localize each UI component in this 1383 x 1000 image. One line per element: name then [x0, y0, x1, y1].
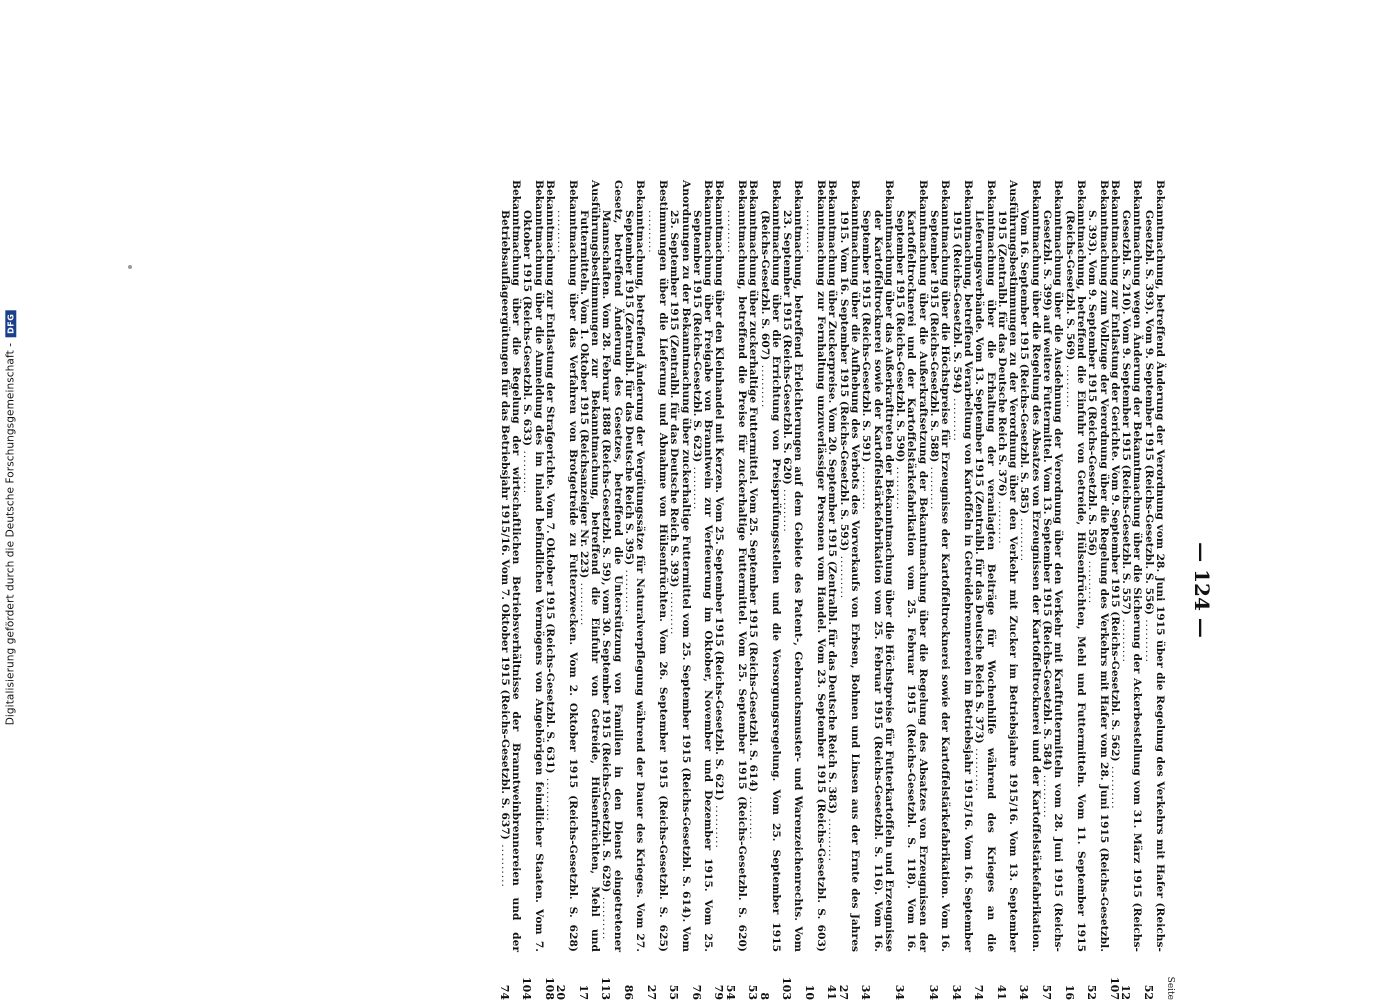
entry-page: 10 [802, 984, 816, 1000]
entry-text: Bekanntmachung über Zuckerpreise. Vom 20. September 1915 (Zentralbl. für das Deutsche Reich S. 383) [826, 180, 839, 814]
index-entry [555, 180, 578, 1000]
entry-page: 54 [723, 984, 737, 1000]
entry-page: 74 [497, 984, 511, 1000]
entry-page: 103 [780, 977, 794, 1000]
entry-text: Bekanntmachung zur Entlastung der Gerichte. Vom 9. September 1915 (Reichs-Gesetzbl. S. 562) [1108, 180, 1121, 762]
leader-dots: .......... [623, 565, 636, 614]
index-entry [623, 180, 646, 1000]
entry-text: Bekanntmachung über zuckerhaltige Futtermittel. Vom 25. September 1915 (Reichs-Gesetzbl. S. 614) [747, 180, 760, 792]
page-column-header: Seite [1165, 976, 1175, 1000]
entry-text: Bekanntmachung wegen Änderung der Bekanntmachung über die Sicherung der Ackerbestellung vom 31. März 1915 (Reichs-Gesetzbl. S. 210). Vom 9. September 1915 (Reichs-Gesetzbl. S. 557) [1120, 180, 1144, 952]
entry-text: Bestimmungen über die Lieferung und Abnahme von Hülsenfrüchten. Vom 26. September 1915 (Reichs-Gesetzbl. S. 625) [656, 180, 669, 952]
side-note-text: Digitalisierung gefördert durch die Deutsche Forschungsgemeinschaft - [4, 342, 16, 725]
entry-page: 34 [1017, 984, 1031, 1000]
index-entry [498, 180, 521, 1000]
index-entry [973, 180, 996, 1000]
leader-dots: .......... [645, 210, 658, 254]
leader-dots: .......... [1086, 556, 1099, 605]
leader-dots: .......... [973, 743, 986, 792]
entry-page: 108 [542, 977, 556, 1000]
leader-dots: .......... [555, 210, 568, 254]
entry-page: 27 [644, 984, 658, 1000]
entry-text: Ausführungsbestimmungen zur Bekanntmachung, betreffend die Einfuhr von Getreide, Hülsenfrüchten, Mehl und Futtermitteln. Vom 1. Oktober 1915 (Reichsanzeiger Nr. 223) [577, 180, 602, 952]
index-entry [645, 180, 668, 1000]
entry-text: Bekanntmachung über Freigabe von Branntwein zur Verfeuerung im Oktober, November und Dezember 1915. Vom 25. September 1915 (Reichs-Gesetzbl. S. 623) [690, 180, 715, 952]
entry-text: Bekanntmachung, betreffend Erleichterungen auf dem Gebiete des Patent-, Gebrauchsmuster- und Warenzeichenrechts. Vom 23. September 1915 (Reichs-Gesetzbl. S. 620) [781, 180, 805, 952]
index-entry [860, 180, 894, 1000]
entry-page: 20 [554, 984, 568, 1000]
leader-dots: .......... [577, 578, 590, 627]
entry-page: 34 [949, 984, 963, 1000]
entry-text: Bekanntmachung zur Fernhaltung unzuverlässiger Personen vom Handel. Vom 23. September 1915 (Reichs-Gesetzbl. S. 603) [815, 180, 828, 952]
dfg-logo: DFG [5, 310, 16, 336]
leader-dots: .......... [1063, 360, 1076, 409]
leader-dots: .......... [950, 393, 963, 442]
entry-page: 34 [859, 984, 873, 1000]
leader-dots: .......... [1108, 761, 1121, 810]
entry-page: 52 [1085, 984, 1099, 1000]
index-entry [1142, 180, 1165, 1000]
leader-dots: .......... [690, 462, 703, 511]
index-entry [928, 180, 951, 1000]
index-entry [544, 180, 555, 1000]
index-entry [521, 180, 544, 1000]
index-entry [578, 180, 601, 1000]
index-entry [1063, 180, 1086, 1000]
index-entry [894, 180, 928, 1000]
entry-text: Bekanntmachung über die Höchstpreise für Erzeugnisse der Kartoffeltrocknerei sowie der Kartoffelstärkefabrikation. Vom 16. September 1915 (Reichs-Gesetzbl. S. 588) [928, 180, 952, 952]
index-entry [724, 180, 747, 1000]
index-entry [713, 180, 724, 1000]
entry-text: Bekanntmachung über die Aufhebung des Verbots des Vorverkaufs von Erbsen, Bohnen und Linsen aus der Ernte des Jahres 1915. Vom 16. September 1915 (Reichs-Gesetzbl. S. 593) [837, 180, 861, 952]
index-entry [950, 180, 973, 1000]
entry-text: Anordnungen zu der Bekanntmachung über zuckerhaltige Futtermittel vom 25. September 1915 (Reichs-Gesetzbl. S. 614). Vom 25. September 1915 (Zentralbl. für das Deutsche Reich S. 393) [668, 180, 692, 952]
index-entry [1041, 180, 1064, 1000]
entry-page: 52 [1141, 984, 1155, 1000]
scan-speck [128, 265, 132, 269]
entry-text: Bekanntmachung über die Regelung der wirtschaftlichen Betriebsverhältnisse der Branntweinbrennereien und der Betriebsauflageergütungen für das Betriebsjahr 1915/16. Vom 7. Oktober 1915 (Reichs-Gesetzbl. S. 637) [498, 180, 523, 952]
page-number: — 124 — [1190, 542, 1214, 638]
entry-text: Bekanntmachung über die Außerkraftsetzung der Bekanntmachung über die Regelung des Absatzes von Erzeugnissen der Kartoffeltrocknerei und der Kartoffelstärkefabrikation vom 25. Februar 1915 (Reichs-Gesetzbl. S. 118). Vom 16. September 1915 (Reichs-Gesetzbl. S. 590) [894, 180, 929, 952]
index-entry [996, 180, 1019, 1000]
entry-page: 16 [1062, 984, 1076, 1000]
leader-dots: .......... [747, 791, 760, 841]
index-entry [600, 180, 623, 1000]
index-entry [837, 180, 860, 1000]
entry-text: Bekanntmachung über das Verfahren von Brotgetreide zu Futterzwecken. Vom 2. Oktober 1915 (Reichs-Gesetzbl. S. 628) [566, 180, 579, 952]
index-entry [1120, 180, 1143, 1000]
entry-page: 86 [622, 984, 636, 1000]
entry-page: 107 [1107, 977, 1121, 1000]
entry-text: Bekanntmachung, betreffend die Preise für zuckerhaltige Futtermittel. Vom 25. September 1915 (Reichs-Gesetzbl. S. 620) [736, 180, 749, 952]
entry-page: 79 [712, 984, 726, 1000]
entry-page: 53 [746, 984, 760, 1000]
entry-page: 55 [667, 984, 681, 1000]
index-entry [668, 180, 691, 1000]
entry-page: 34 [893, 984, 907, 1000]
index-entry [758, 180, 781, 1000]
index-entry [826, 180, 837, 1000]
entry-text: Bekanntmachung über die Regelung des Absatzes von Erzeugnissen der Kartoffeltrocknerei und der Kartoffelstärkefabrikation. Vom 16. September 1915 (Reichs-Gesetzbl. S. 585) [1018, 180, 1042, 952]
leader-dots: .......... [713, 800, 726, 849]
entry-text: Bekanntmachung, betreffend Änderung der Vergütungssätze für Naturalverpflegung während der Dauer des Krieges. Vom 27. September 1915 (Zentralbl. für das Deutsche Reich S. 395) [623, 180, 647, 952]
leader-dots: .......... [1120, 614, 1133, 663]
side-note [2, 40, 18, 995]
rotated-index-page [205, 180, 1225, 1000]
entry-text: Bekanntmachung über die Erhaltung der veranlagten Beiträge für Wochenhilfe während des Krieges an die Lieferungsverbände. Vom 13. September 1915 (Zentralbl. für das Deutsche Reich S. 373) [973, 180, 997, 952]
entry-text: Bekanntmachung zum Vollzuge der Verordnung über die Regelung des Verkehrs mit Hafer vom 28. Juni 1915 (Reichs-Gesetzbl. S. 393). Vom 9. September 1915 (Reichs-Gesetzbl. S. 556) [1086, 180, 1110, 952]
index-entries [498, 180, 1165, 1000]
entry-text: Bekanntmachung über den Kleinhandel mit Kerzen. Vom 25. September 1915 (Reichs-Gesetzbl. S. 621) [713, 180, 726, 801]
index-entry [1018, 180, 1041, 1000]
leader-dots: .......... [498, 839, 511, 888]
entry-text: Bekanntmachung über die Ausdehnung der Verordnung über den Verkehr mit Kraftfuttermitteln vom 28. Juni 1915 (Reichs-Gesetzbl. S. 399) auf weitere Futtermittel. Vom 13. September 1915 (Reichs-Gesetzbl. S. 584) [1041, 180, 1065, 952]
leader-dots: .......... [724, 210, 737, 254]
entry-page: 8 [757, 992, 771, 1000]
leader-dots: .......... [600, 892, 613, 941]
entry-page: 113 [599, 977, 613, 1000]
entry-text: Bekanntmachung zur Entlastung der Strafgerichte. Vom 7. Oktober 1915 (Reichs-Gesetzbl. S. 631) [543, 180, 556, 774]
entry-page: 41 [825, 984, 839, 1000]
leader-dots: .......... [995, 496, 1008, 545]
leader-dots: .......... [1142, 614, 1155, 663]
index-entry [747, 180, 758, 1000]
leader-dots: .......... [837, 551, 850, 600]
entry-page: 76 [689, 984, 703, 1000]
index-entry [781, 180, 804, 1000]
leader-dots: .......... [758, 360, 771, 409]
entry-text: Bekanntmachung über die Errichtung von Preisprüfungsstellen und die Versorgungsregelung. Vom 25. September 1915 (Reichs-Gesetzbl. S. 607) [758, 180, 782, 952]
entry-page: 104 [520, 977, 534, 1000]
leader-dots: .......... [928, 462, 941, 511]
leader-dots: .......... [803, 210, 816, 254]
entry-text: Bekanntmachung, betreffend Verarbeitung von Kartoffeln in Getreidebrennereien im Betriebsjahr 1915/16. Vom 16. September 1915 (Reichs-Gesetzbl. S. 594) [950, 180, 974, 952]
index-entry [1109, 180, 1120, 1000]
leader-dots: .......... [521, 446, 534, 495]
entry-page: 57 [1040, 984, 1054, 1000]
entry-text: Bekanntmachung, betreffend Änderung der Verordnung vom 28. Juni 1915 über die Regelung des Verkehrs mit Hafer (Reichs-Gesetzbl. S. 393). Vom 9. September 1915 (Reichs-Gesetzbl. S. 556) [1142, 180, 1166, 952]
leader-dots: .......... [543, 773, 556, 822]
entry-text: Ausführungsbestimmungen zu der Verordnung über den Verkehr mit Zucker im Betriebsjahre 1915/16. Vom 13. September 1915 (Zentralbl. für das Deutsche Reich S. 376) [995, 180, 1020, 952]
entry-page: 74 [972, 984, 986, 1000]
index-entry [1086, 180, 1109, 1000]
entry-page: 34 [927, 984, 941, 1000]
entry-page: 12 [1119, 984, 1133, 1000]
leader-dots: .......... [668, 587, 681, 636]
index-entry [691, 180, 714, 1000]
leader-dots: .......... [1018, 514, 1031, 563]
entry-text: Bekanntmachung über die Anmeldung des im Inland befindlichen Vermögens von Angehörigen feindlicher Staaten. Vom 7. Oktober 1915 (Reichs-Gesetzbl. S. 633) [521, 180, 545, 952]
leader-dots: .......... [1041, 770, 1054, 819]
leader-dots: .......... [894, 462, 907, 511]
entry-text: Bekanntmachung, betreffend die Einfuhr von Getreide, Hülsenfrüchten, Mehl und Futtermitteln. Vom 11. September 1915 (Reichs-Gesetzbl. S. 569) [1063, 180, 1087, 952]
entry-text: Bekanntmachung über das Außerkrafttreten der Bekanntmachung über die Höchstpreise für Futterkartoffeln und Erzeugnisse der Kartoffeltrocknerei sowie der Kartoffelstärkefabrikation vom 25. Februar 1915 (Reichs-Gesetzbl. S. 116). Vom 16. September 1915 (Reichs-Gesetzbl. S. 591) [860, 180, 895, 952]
entry-page: 17 [576, 984, 590, 1000]
leader-dots: .......... [860, 462, 873, 511]
leader-dots: .......... [781, 484, 794, 533]
entry-page: 27 [836, 984, 850, 1000]
entry-text: Gesetz, betreffend Änderung des Gesetzes, betreffend die Unterstützung von Familien in den Dienst eingetretener Mannschaften. Vom 28. Februar 1888 (Reichs-Gesetzbl. S. 59), vom 30. September 1915 (Reichs-Gesetzbl. S. 629) [600, 180, 624, 952]
index-entry [804, 180, 827, 1000]
entry-page: 41 [994, 984, 1008, 1000]
leader-dots: .......... [826, 814, 839, 863]
